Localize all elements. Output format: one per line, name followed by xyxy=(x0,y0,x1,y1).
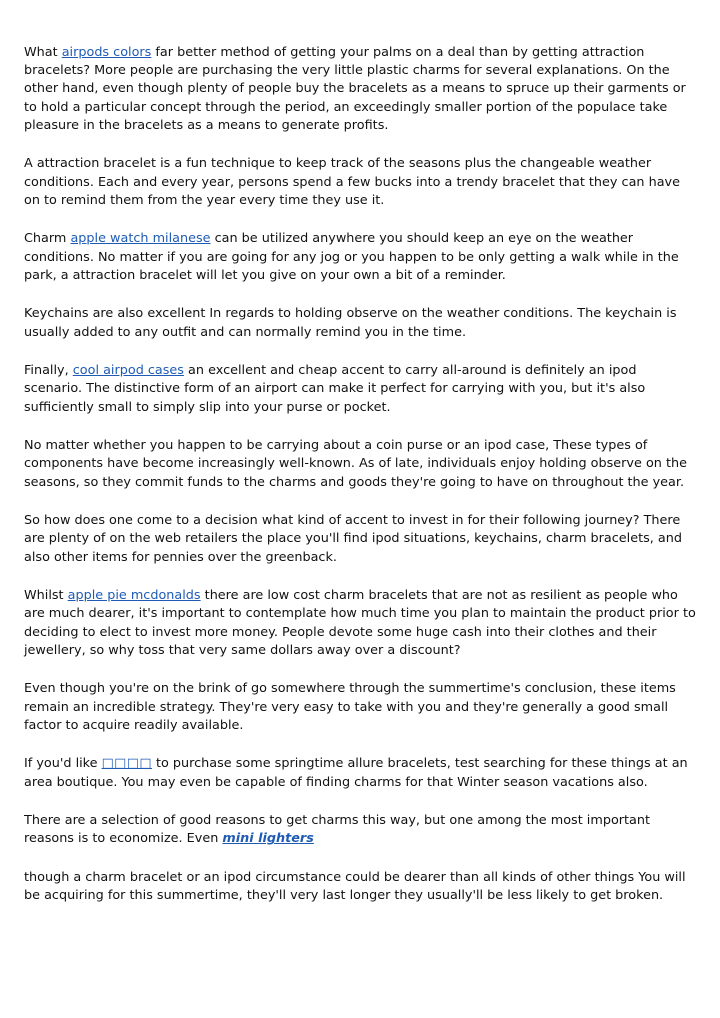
paragraph-7: So how does one come to a decision what kind of accent to invest in for their following journey? There are plenty of on the web retailers the place you'll find ipod situations, keychains, charm bracelets, and also other items for pennies over the greenback. xyxy=(24,513,683,565)
paragraph-6: No matter whether you happen to be carrying about a coin purse or an ipod case, These types of components have become increasingly well-known. As of late, individuals enjoy holding observe on the seasons, so they commit funds to the charms and goods they're going to have on throughout the year. xyxy=(24,438,687,490)
apple-pie-mcdonalds-link[interactable]: apple pie mcdonalds xyxy=(67,588,201,604)
mini-lighters-link[interactable]: mini lighters xyxy=(222,831,314,847)
paragraph-text: What xyxy=(24,45,62,60)
paragraph-1 xyxy=(24,44,696,135)
cool-airpod-cases-link[interactable]: cool airpod cases xyxy=(72,363,184,379)
missing-glyph-link[interactable]: □□□□ xyxy=(101,756,152,772)
paragraph-text: can be utilized anywhere you should keep an eye on the weather conditions. No matter if you are going for any jog or you happen to be only getting a walk while in the park, a attraction bracelet will let you give on your own a bit of a reminder. xyxy=(24,231,679,283)
paragraph-text: to purchase some springtime allure bracelets, test searching for these things at an area boutique. You may even be capable of finding charms for that Winter season vacations also. xyxy=(24,756,688,790)
apple-watch-milanese-link[interactable]: apple watch milanese xyxy=(70,231,211,247)
paragraph-text: There are a selection of good reasons to get charms this way, but one among the most important reasons is to economize. Even xyxy=(24,813,651,847)
paragraph-text: Charm xyxy=(24,231,71,247)
paragraph-text: Finally, xyxy=(24,363,73,379)
paragraph-text: far better method of getting your palms on a deal than by getting attraction bracelets? More people are purchasing the very little plastic charms for several explanations. On the other hand, even though plenty of people buy the bracelets as a means to spruce up their garments or to hold a particular concept through the period, an exceedingly smaller portion of the populace take pleasure in the bracelets as a means to generate profits. xyxy=(24,45,686,133)
airpods-colors-link[interactable]: airpods colors xyxy=(61,45,152,60)
paragraph-10 xyxy=(24,755,696,791)
paragraph-3 xyxy=(24,230,696,285)
paragraph-4: Keychains are also excellent In regards to holding observe on the weather conditions. The keychain is usually added to any outfit and can normally remind you in the time. xyxy=(24,306,677,340)
document-body xyxy=(24,44,696,905)
paragraph-text: Whilst xyxy=(24,588,68,604)
paragraph-9: Even though you're on the brink of go somewhere through the summertime's conclusion, these items remain an incredible strategy. They're very easy to take with you and they're generally a good small factor to acquire readily available. xyxy=(24,681,676,733)
paragraph-5 xyxy=(24,362,696,417)
paragraph-text: an excellent and cheap accent to carry all-around is definitely an ipod scenario. The distinctive form of an airport can make it perfect for carrying with you, but it's also sufficiently small to simply slip into your purse or pocket. xyxy=(24,363,646,415)
paragraph-text: If you'd like xyxy=(24,756,102,772)
paragraph-12: though a charm bracelet or an ipod circumstance could be dearer than all kinds of other things You will be acquiring for this summertime, they'll very last longer they usually'll be less likely to get broken. xyxy=(24,870,686,904)
paragraph-text: there are low cost charm bracelets that are not as resilient as people who are much dearer, it's important to contemplate how much time you plan to maintain the product prior to deciding to elect to invest more money. People devote some huge cash into their clothes and their jewellery, so why toss that very same dollars away over a discount? xyxy=(24,588,696,658)
paragraph-11 xyxy=(24,812,696,848)
paragraph-8 xyxy=(24,587,696,660)
paragraph-2: A attraction bracelet is a fun technique to keep track of the seasons plus the changeable weather conditions. Each and every year, persons spend a few bucks into a trendy bracelet that they can have on to remind them from the year every time they use it. xyxy=(24,156,680,208)
